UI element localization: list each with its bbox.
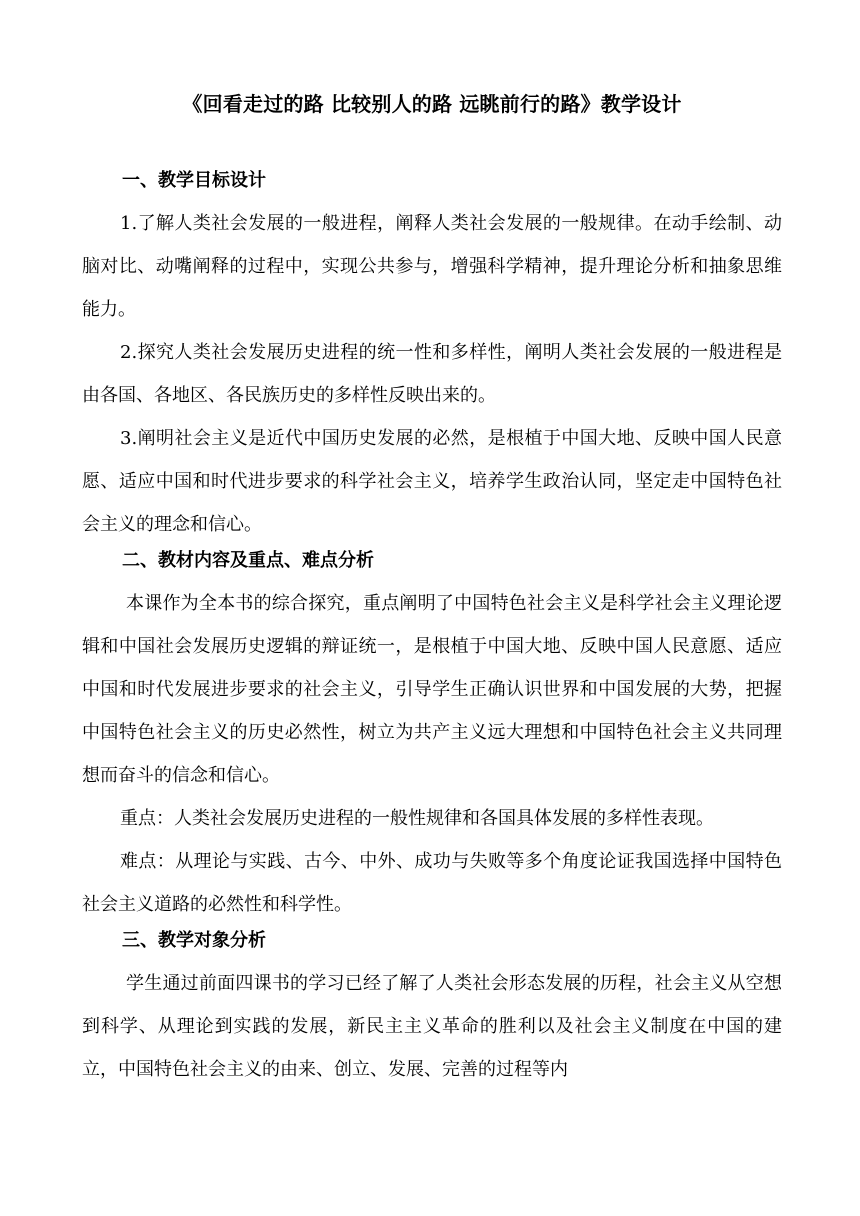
section-teaching-goals (82, 166, 782, 546)
section-heading: 二、教材内容及重点、难点分析 (122, 550, 374, 571)
section-heading: 三、教学对象分析 (122, 930, 266, 951)
paragraph: 难点：从理论与实践、古今、中外、成功与失败等多个角度论证我国选择中国特色社会主义道路的必然性和科学性。 (82, 851, 782, 915)
document-body (82, 166, 782, 1091)
document-title: 《回看走过的路 比较别人的路 远眺前行的路》教学设计 (182, 92, 682, 116)
paragraph: 重点：人类社会发展历史进程的一般性规律和各国具体发展的多样性表现。 (120, 808, 714, 829)
section-heading: 一、教学目标设计 (122, 170, 266, 191)
paragraph: 2.探究人类社会发展历史进程的统一性和多样性，阐明人类社会发展的一般进程是由各国、各地区、各民族历史的多样性反映出来的。 (82, 342, 782, 406)
section-content-analysis (82, 546, 782, 926)
paragraph: 本课作为全本书的综合探究，重点阐明了中国特色社会主义是科学社会主义理论逻辑和中国社会发展历史逻辑的辩证统一，是根植于中国大地、反映中国人民意愿、适应中国和时代发展进步要求的社会主义，引导学生正确认识世界和中国发展的大势，把握中国特色社会主义的历史必然性，树立为共产主义远大理想和中国特色社会主义共同理想而奋斗的信念和信心。 (82, 593, 782, 786)
paragraph: 3.阐明社会主义是近代中国历史发展的必然，是根植于中国大地、反映中国人民意愿、适应中国和时代进步要求的科学社会主义，培养学生政治认同，坚定走中国特色社会主义的理念和信心。 (82, 428, 782, 535)
section-student-analysis (82, 926, 782, 1091)
paragraph: 学生通过前面四课书的学习已经了解了人类社会形态发展的历程，社会主义从空想到科学、从理论到实践的发展，新民主主义革命的胜利以及社会主义制度在中国的建立，中国特色社会主义的由来、创立、发展、完善的过程等内 (82, 973, 782, 1080)
paragraph: 1.了解人类社会发展的一般进程，阐释人类社会发展的一般规律。在动手绘制、动脑对比、动嘴阐释的过程中，实现公共参与，增强科学精神，提升理论分析和抽象思维能力。 (82, 213, 782, 320)
